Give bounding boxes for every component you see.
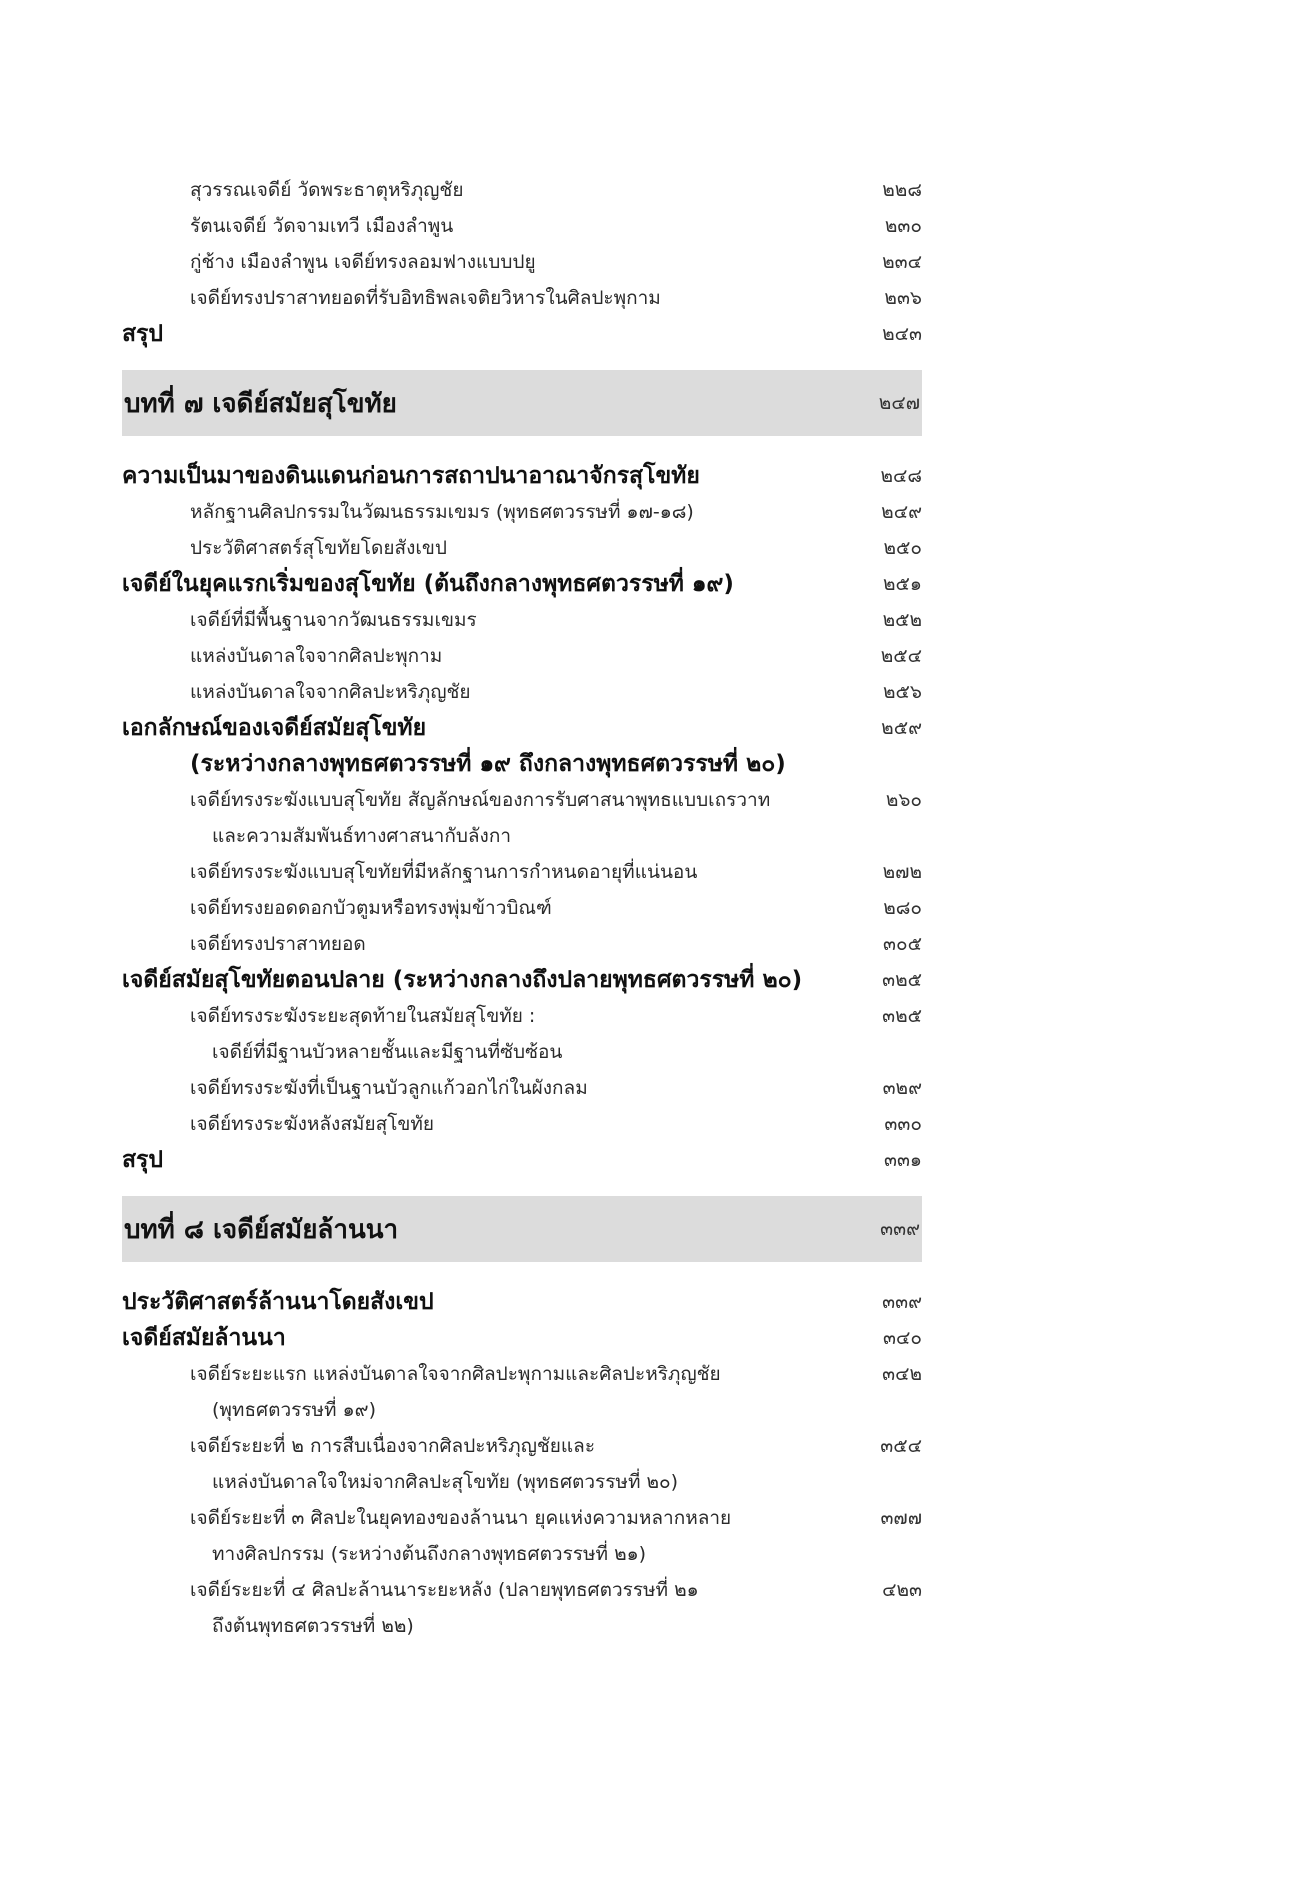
toc-entry (122, 494, 922, 530)
toc-entry-page: ๒๕๒ (882, 609, 922, 631)
toc-summary (122, 1142, 922, 1178)
toc-entry-title-cont: แหล่งบันดาลใจใหม่จากศิลปะสุโขทัย (พุทธศตวรรษที่ ๒๐) (212, 1471, 679, 1493)
toc-summary-title: สรุป (122, 321, 163, 347)
toc-entry (122, 1428, 922, 1464)
toc-entry-page: ๓๓๐ (884, 1113, 922, 1135)
toc-entry (122, 172, 922, 208)
toc-entry-title: รัตนเจดีย์ วัดจามเทวี เมืองลำพูน (190, 215, 454, 237)
toc-section-page: ๓๒๕ (882, 969, 922, 991)
toc-entry-page: ๔๒๓ (882, 1579, 922, 1601)
toc-entry-continuation (122, 1464, 922, 1500)
toc-entry-title: เจดีย์ทรงระฆังแบบสุโขทัยที่มีหลักฐานการกำหนดอายุที่แน่นอน (190, 861, 698, 883)
toc-entry-page: ๒๕๔ (880, 645, 922, 667)
toc-entry-page: ๒๓๐ (884, 215, 922, 237)
toc-entry-page: ๒๖๐ (885, 789, 922, 811)
toc-entry-title: เจดีย์ทรงระฆังหลังสมัยสุโขทัย (190, 1113, 435, 1135)
toc-entry-page: ๓๕๔ (880, 1435, 922, 1457)
toc-section-page: ๒๕๑ (883, 573, 922, 595)
toc-entry-title: เจดีย์ทรงระฆังแบบสุโขทัย สัญลักษณ์ของการรับศาสนาพุทธแบบเถรวาท (190, 789, 771, 811)
toc-entry-title: แหล่งบันดาลใจจากศิลปะหริภุญชัย (190, 681, 471, 703)
toc-entry-title-cont: และความสัมพันธ์ทางศาสนากับลังกา (212, 825, 512, 847)
toc-entry (122, 1106, 922, 1142)
toc-entry-page: ๒๓๖ (884, 287, 922, 309)
toc-entry-continuation (122, 1034, 922, 1070)
toc-entry (122, 602, 922, 638)
toc-entry-title-cont: (พุทธศตวรรษที่ ๑๙) (212, 1399, 377, 1421)
toc-entry (122, 998, 922, 1034)
toc-section-title-cont: (ระหว่างกลางพุทธศตวรรษที่ ๑๙ ถึงกลางพุทธศตวรรษที่ ๒๐) (190, 751, 786, 777)
toc-entry-title: หลักฐานศิลปกรรมในวัฒนธรรมเขมร (พุทธศตวรรษที่ ๑๗-๑๘) (190, 501, 694, 523)
toc-entry-page: ๓๐๕ (883, 933, 922, 955)
toc-entry (122, 926, 922, 962)
toc-section-page: ๓๔๐ (883, 1327, 922, 1349)
toc-summary (122, 316, 922, 352)
toc-section (122, 1284, 922, 1320)
toc-entry-title: เจดีย์ทรงยอดดอกบัวตูมหรือทรงพุ่มข้าวบิณฑ์ (190, 897, 552, 919)
toc-entry-title: เจดีย์ที่มีพื้นฐานจากวัฒนธรรมเขมร (190, 609, 477, 631)
toc-entry (122, 854, 922, 890)
toc-entry-title: สุวรรณเจดีย์ วัดพระธาตุหริภุญชัย (190, 179, 464, 201)
toc-entry-page: ๓๒๕ (882, 1005, 922, 1027)
chapter-title: บทที่ ๗ เจดีย์สมัยสุโขทัย (124, 388, 397, 419)
toc-entry (122, 244, 922, 280)
toc-summary-page: ๓๓๑ (883, 1149, 922, 1171)
toc-entry-title-cont: ทางศิลปกรรม (ระหว่างต้นถึงกลางพุทธศตวรรษที่ ๒๑) (212, 1543, 647, 1565)
toc-entry-title: กู่ช้าง เมืองลำพูน เจดีย์ทรงลอมฟางแบบปยู (190, 251, 536, 273)
toc-section (122, 962, 922, 998)
toc-entry-title: เจดีย์ระยะที่ ๒ การสืบเนื่องจากศิลปะหริภุญชัยและ (190, 1435, 596, 1457)
toc-entry-title: ประวัติศาสตร์สุโขทัยโดยสังเขป (190, 537, 447, 559)
toc-section-continuation (122, 746, 922, 782)
toc-section (122, 1320, 922, 1356)
toc-summary-title: สรุป (122, 1147, 163, 1173)
chapter-page: ๒๔๗ (878, 392, 920, 414)
toc-entry-title: เจดีย์ทรงปราสาทยอดที่รับอิทธิพลเจติยวิหารในศิลปะพุกาม (190, 287, 661, 309)
toc-section-title: ความเป็นมาของดินแดนก่อนการสถาปนาอาณาจักรสุโขทัย (122, 463, 700, 489)
toc-entry (122, 674, 922, 710)
toc-entry (122, 638, 922, 674)
toc-entry (122, 208, 922, 244)
toc-section-page: ๒๕๙ (881, 717, 922, 739)
toc-section-page: ๒๔๘ (880, 465, 922, 487)
toc-entry-title: เจดีย์ทรงระฆังที่เป็นฐานบัวลูกแก้วอกไก่ในผังกลม (190, 1077, 588, 1099)
toc-entry-continuation (122, 818, 922, 854)
chapter-heading-8 (122, 1196, 922, 1262)
toc-entry-page: ๒๘๐ (883, 897, 922, 919)
toc-section-title: ประวัติศาสตร์ล้านนาโดยสังเขป (122, 1289, 434, 1315)
toc-entry-title-cont: ถึงต้นพุทธศตวรรษที่ ๒๒) (212, 1615, 414, 1637)
toc-section (122, 458, 922, 494)
toc-section-title: เจดีย์สมัยล้านนา (122, 1325, 286, 1351)
toc-entry (122, 1572, 922, 1608)
table-of-contents (122, 172, 922, 1644)
toc-entry (122, 530, 922, 566)
toc-entry-page: ๓๗๗ (880, 1507, 922, 1529)
toc-entry-page: ๒๕๖ (883, 681, 922, 703)
toc-section (122, 710, 922, 746)
toc-entry (122, 280, 922, 316)
toc-summary-page: ๒๔๓ (882, 323, 922, 345)
toc-entry-title: เจดีย์ทรงระฆังระยะสุดท้ายในสมัยสุโขทัย : (190, 1005, 536, 1027)
chapter-heading-7 (122, 370, 922, 436)
toc-section-title: เจดีย์สมัยสุโขทัยตอนปลาย (ระหว่างกลางถึงปลายพุทธศตวรรษที่ ๒๐) (122, 967, 803, 993)
toc-entry-page: ๓๒๙ (882, 1077, 922, 1099)
toc-entry-continuation (122, 1536, 922, 1572)
toc-entry (122, 890, 922, 926)
toc-entry-page: ๒๕๐ (883, 537, 922, 559)
toc-section-title: เจดีย์ในยุคแรกเริ่มของสุโขทัย (ต้นถึงกลางพุทธศตวรรษที่ ๑๙) (122, 571, 734, 597)
toc-entry-continuation (122, 1608, 922, 1644)
toc-entry-title: เจดีย์ระยะที่ ๓ ศิลปะในยุคทองของล้านนา ยุคแห่งความหลากหลาย (190, 1507, 732, 1529)
toc-entry-page: ๒๒๘ (882, 179, 922, 201)
toc-entry (122, 782, 922, 818)
toc-entry-page: ๒๗๒ (882, 861, 922, 883)
toc-entry-title: เจดีย์ทรงปราสาทยอด (190, 933, 366, 955)
chapter-page: ๓๓๙ (880, 1218, 920, 1240)
toc-entry-continuation (122, 1392, 922, 1428)
toc-entry-title-cont: เจดีย์ที่มีฐานบัวหลายชั้นและมีฐานที่ซับซ้อน (212, 1041, 563, 1063)
toc-entry-page: ๒๔๙ (881, 501, 922, 523)
toc-section-page: ๓๓๙ (882, 1291, 922, 1313)
toc-entry-title: เจดีย์ระยะแรก แหล่งบันดาลใจจากศิลปะพุกามและศิลปะหริภุญชัย (190, 1363, 721, 1385)
toc-entry-page: ๓๔๒ (882, 1363, 922, 1385)
toc-section-title: เอกลักษณ์ของเจดีย์สมัยสุโขทัย (122, 715, 427, 741)
chapter-title: บทที่ ๘ เจดีย์สมัยล้านนา (124, 1214, 399, 1245)
toc-entry-title: แหล่งบันดาลใจจากศิลปะพุกาม (190, 645, 443, 667)
toc-entry (122, 1356, 922, 1392)
toc-entry (122, 1500, 922, 1536)
toc-entry-title: เจดีย์ระยะที่ ๔ ศิลปะล้านนาระยะหลัง (ปลายพุทธศตวรรษที่ ๒๑ (190, 1579, 699, 1601)
toc-entry (122, 1070, 922, 1106)
toc-entry-page: ๒๓๔ (882, 251, 922, 273)
toc-section (122, 566, 922, 602)
